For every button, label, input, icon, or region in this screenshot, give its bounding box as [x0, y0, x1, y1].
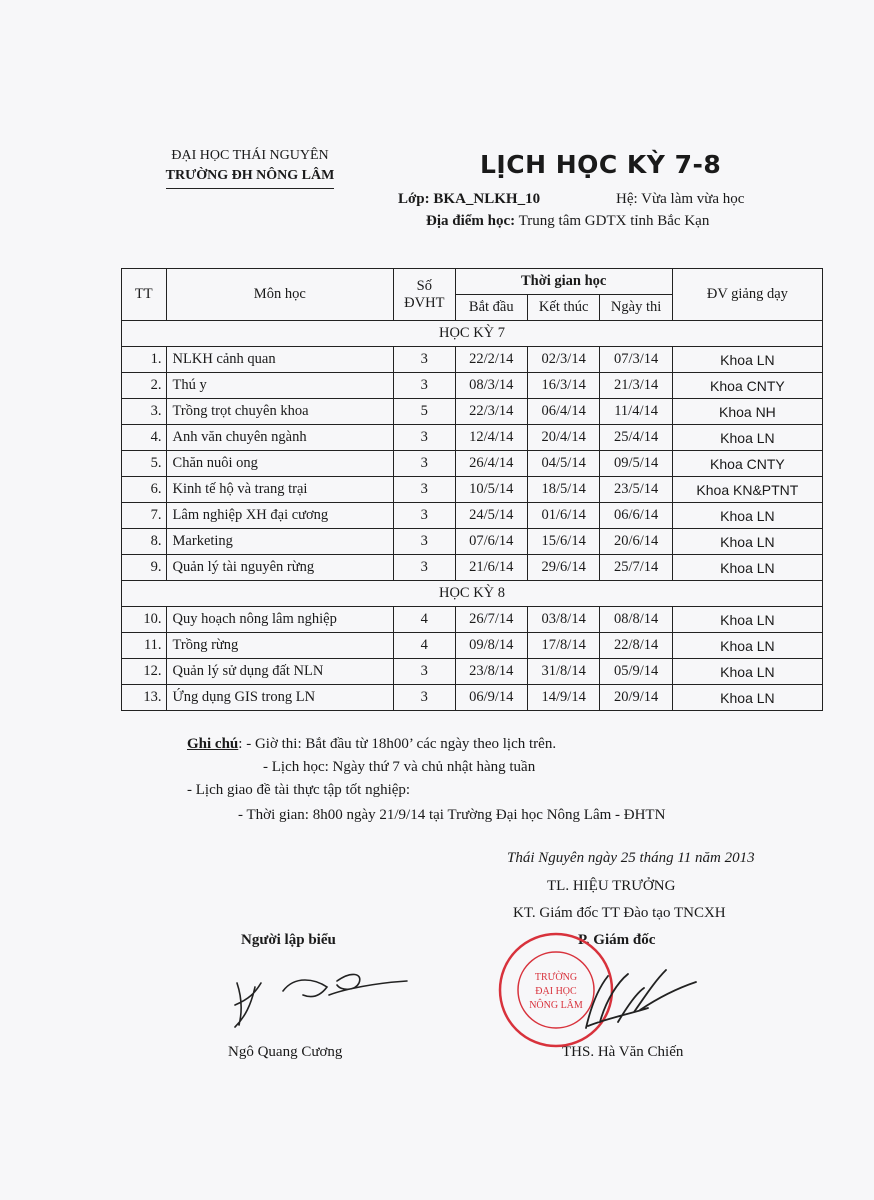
semester-8-row	[122, 581, 823, 607]
row-tt: 12.	[122, 659, 167, 685]
row-dept: Khoa LN	[672, 685, 822, 711]
row-end: 02/3/14	[527, 347, 599, 373]
note-line-4: - Thời gian: 8h00 ngày 21/9/14 tại Trường Đại học Nông Lâm - ĐHTN	[238, 807, 666, 823]
preparer-signature	[225, 965, 425, 1035]
row-subject: Quy hoạch nông lâm nghiệp	[166, 607, 394, 633]
row-dept: Khoa LN	[672, 607, 822, 633]
table-row	[122, 659, 823, 685]
on-behalf-title: TL. HIỆU TRƯỞNG	[547, 878, 676, 894]
schedule-body	[122, 321, 823, 711]
table-row	[122, 529, 823, 555]
col-subject: Môn học	[166, 269, 394, 321]
system-label: Hệ:	[616, 191, 638, 207]
row-end: 06/4/14	[527, 399, 599, 425]
row-start: 12/4/14	[455, 425, 527, 451]
schedule-table	[121, 268, 823, 711]
class-value: BKA_NLKH_10	[433, 191, 541, 207]
university-name: ĐẠI HỌC THÁI NGUYÊN	[171, 148, 329, 163]
col-start: Bắt đầu	[455, 295, 527, 321]
row-subject: Ứng dụng GIS trong LN	[166, 685, 394, 711]
row-credits: 4	[394, 607, 456, 633]
row-exam: 22/8/14	[600, 633, 672, 659]
row-dept: Khoa LN	[672, 425, 822, 451]
row-tt: 3.	[122, 399, 167, 425]
row-tt: 2.	[122, 373, 167, 399]
date-line: Thái Nguyên ngày 25 tháng 11 năm 2013	[507, 850, 755, 866]
svg-text:ĐẠI HỌC: ĐẠI HỌC	[535, 986, 577, 997]
row-credits: 3	[394, 503, 456, 529]
row-subject: Anh văn chuyên ngành	[166, 425, 394, 451]
row-start: 06/9/14	[455, 685, 527, 711]
note-text-1: : - Giờ thi: Bắt đầu từ 18h00’ các ngày theo lịch trên.	[238, 736, 557, 752]
col-time: Thời gian học	[455, 269, 672, 295]
col-dept: ĐV giảng dạy	[672, 269, 822, 321]
row-end: 20/4/14	[527, 425, 599, 451]
row-credits: 3	[394, 529, 456, 555]
row-exam: 20/6/14	[600, 529, 672, 555]
row-end: 03/8/14	[527, 607, 599, 633]
class-label: Lớp:	[398, 191, 430, 207]
row-exam: 23/5/14	[600, 477, 672, 503]
row-exam: 21/3/14	[600, 373, 672, 399]
row-tt: 5.	[122, 451, 167, 477]
row-end: 16/3/14	[527, 373, 599, 399]
row-subject: Kinh tế hộ và trang trại	[166, 477, 394, 503]
row-end: 15/6/14	[527, 529, 599, 555]
row-exam: 25/4/14	[600, 425, 672, 451]
row-subject: Thú y	[166, 373, 394, 399]
preparer-title: Người lập biểu	[241, 932, 336, 948]
table-row	[122, 347, 823, 373]
row-credits: 3	[394, 555, 456, 581]
system-line	[616, 191, 744, 208]
row-credits: 5	[394, 399, 456, 425]
table-row	[122, 503, 823, 529]
signer-name: THS. Hà Văn Chiến	[562, 1044, 684, 1060]
row-dept: Khoa LN	[672, 659, 822, 685]
row-dept: Khoa LN	[672, 555, 822, 581]
table-row	[122, 425, 823, 451]
row-subject: Quản lý sử dụng đất NLN	[166, 659, 394, 685]
row-end: 01/6/14	[527, 503, 599, 529]
note-label: Ghi chú	[187, 736, 239, 752]
row-start: 07/6/14	[455, 529, 527, 555]
row-dept: Khoa LN	[672, 633, 822, 659]
row-tt: 1.	[122, 347, 167, 373]
row-dept: Khoa CNTY	[672, 451, 822, 477]
row-dept: Khoa LN	[672, 529, 822, 555]
table-row	[122, 477, 823, 503]
row-exam: 25/7/14	[600, 555, 672, 581]
semester-7-label: HỌC KỲ 7	[122, 321, 823, 347]
row-start: 21/6/14	[455, 555, 527, 581]
row-exam: 11/4/14	[600, 399, 672, 425]
row-credits: 3	[394, 477, 456, 503]
school-name: TRƯỜNG ĐH NÔNG LÂM	[166, 166, 335, 189]
row-dept: Khoa CNTY	[672, 373, 822, 399]
signer-role-1: KT. Giám đốc TT Đào tạo TNCXH	[513, 905, 726, 921]
row-credits: 3	[394, 347, 456, 373]
row-tt: 10.	[122, 607, 167, 633]
row-tt: 11.	[122, 633, 167, 659]
note-line-2: - Lịch học: Ngày thứ 7 và chủ nhật hàng tuần	[263, 759, 536, 775]
row-subject: Lâm nghiệp XH đại cương	[166, 503, 394, 529]
semester-7-row	[122, 321, 823, 347]
row-dept: Khoa NH	[672, 399, 822, 425]
col-credits-line1: Số	[416, 277, 432, 294]
school-header	[140, 146, 360, 189]
system-value: Vừa làm vừa học	[641, 191, 745, 207]
row-dept: Khoa KN&PTNT	[672, 477, 822, 503]
director-signature	[578, 952, 708, 1042]
row-exam: 06/6/14	[600, 503, 672, 529]
col-credits	[394, 269, 456, 321]
row-end: 04/5/14	[527, 451, 599, 477]
preparer-name: Ngô Quang Cương	[228, 1044, 343, 1060]
row-tt: 8.	[122, 529, 167, 555]
col-tt: TT	[122, 269, 167, 321]
table-row	[122, 373, 823, 399]
page-title: LỊCH HỌC KỲ 7-8	[480, 150, 722, 179]
row-start: 26/4/14	[455, 451, 527, 477]
row-start: 24/5/14	[455, 503, 527, 529]
row-exam: 09/5/14	[600, 451, 672, 477]
row-subject: Marketing	[166, 529, 394, 555]
row-start: 08/3/14	[455, 373, 527, 399]
row-start: 23/8/14	[455, 659, 527, 685]
svg-text:NÔNG LÂM: NÔNG LÂM	[529, 1000, 583, 1011]
row-dept: Khoa LN	[672, 347, 822, 373]
svg-text:TRƯỜNG: TRƯỜNG	[534, 972, 578, 983]
row-start: 09/8/14	[455, 633, 527, 659]
row-end: 18/5/14	[527, 477, 599, 503]
row-subject: Trồng rừng	[166, 633, 394, 659]
note-line-1	[187, 733, 556, 756]
row-tt: 13.	[122, 685, 167, 711]
row-tt: 7.	[122, 503, 167, 529]
row-tt: 6.	[122, 477, 167, 503]
row-end: 31/8/14	[527, 659, 599, 685]
col-credits-line2: ĐVHT	[404, 294, 445, 311]
row-exam: 05/9/14	[600, 659, 672, 685]
row-start: 26/7/14	[455, 607, 527, 633]
table-row	[122, 685, 823, 711]
table-row	[122, 399, 823, 425]
row-exam: 20/9/14	[600, 685, 672, 711]
row-tt: 9.	[122, 555, 167, 581]
col-exam: Ngày thi	[600, 295, 672, 321]
table-row	[122, 607, 823, 633]
row-end: 14/9/14	[527, 685, 599, 711]
row-subject: NLKH cảnh quan	[166, 347, 394, 373]
table-row	[122, 451, 823, 477]
table-row	[122, 555, 823, 581]
row-credits: 3	[394, 659, 456, 685]
row-subject: Chăn nuôi ong	[166, 451, 394, 477]
row-exam: 07/3/14	[600, 347, 672, 373]
row-credits: 3	[394, 425, 456, 451]
location-line	[426, 213, 709, 230]
row-start: 22/2/14	[455, 347, 527, 373]
row-dept: Khoa LN	[672, 503, 822, 529]
row-start: 22/3/14	[455, 399, 527, 425]
signer-role-2: P. Giám đốc	[578, 932, 656, 948]
row-tt: 4.	[122, 425, 167, 451]
row-start: 10/5/14	[455, 477, 527, 503]
row-credits: 4	[394, 633, 456, 659]
location-label: Địa điểm học:	[426, 213, 516, 229]
note-line-3: - Lịch giao đề tài thực tập tốt nghiệp:	[187, 782, 411, 798]
row-end: 17/8/14	[527, 633, 599, 659]
semester-8-label: HỌC KỲ 8	[122, 581, 823, 607]
location-value: Trung tâm GDTX tỉnh Bắc Kạn	[518, 213, 710, 229]
col-end: Kết thúc	[527, 295, 599, 321]
table-row	[122, 633, 823, 659]
row-subject: Trồng trọt chuyên khoa	[166, 399, 394, 425]
row-subject: Quản lý tài nguyên rừng	[166, 555, 394, 581]
row-end: 29/6/14	[527, 555, 599, 581]
row-credits: 3	[394, 373, 456, 399]
row-exam: 08/8/14	[600, 607, 672, 633]
row-credits: 3	[394, 685, 456, 711]
class-line	[398, 191, 540, 208]
row-credits: 3	[394, 451, 456, 477]
